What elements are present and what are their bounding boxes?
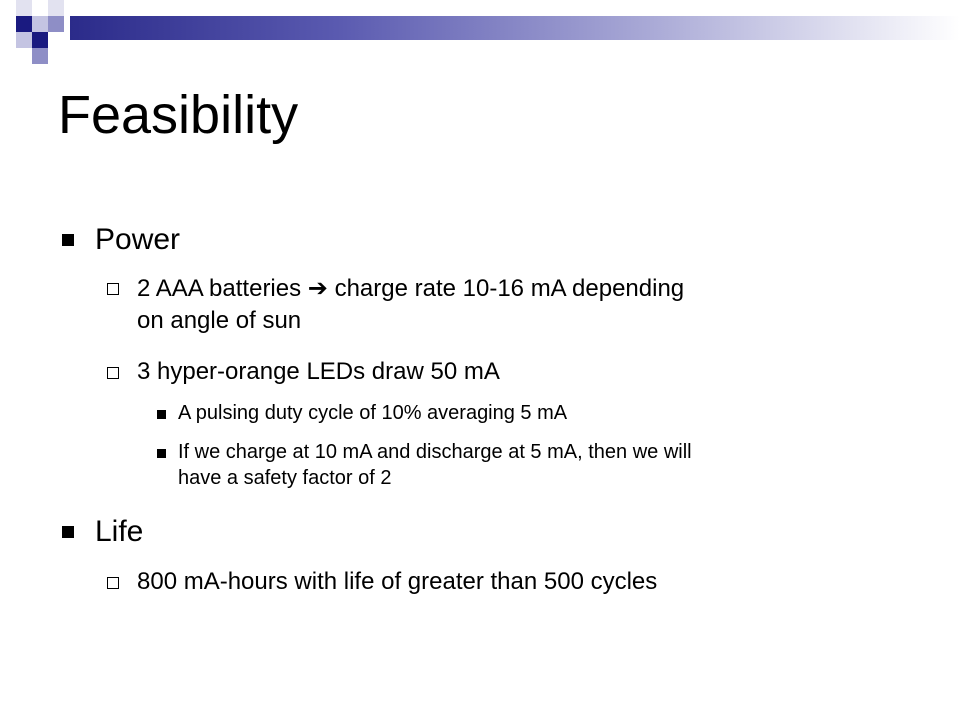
batteries-text-a: 2 AAA batteries <box>137 275 302 302</box>
bullet-life-label: Life <box>95 515 144 548</box>
charge-text-a: If we charge at 10 mA and discharge at 5 mA, then we will <box>178 441 692 463</box>
bullet-charge-label <box>178 439 918 491</box>
bullet-leds-label: 3 hyper-orange LEDs draw 50 mA <box>137 358 500 385</box>
square-bullet-icon <box>157 449 166 458</box>
hollow-square-bullet-icon <box>107 283 119 295</box>
batteries-text-b: charge rate 10-16 mA depending <box>334 275 685 302</box>
bullet-power-label: Power <box>95 223 181 256</box>
bullet-hours-label: 800 mA-hours with life of greater than 500 cycles <box>137 568 658 595</box>
square-bullet-icon <box>62 234 74 246</box>
batteries-text-c: on angle of sun <box>137 307 302 334</box>
hollow-square-bullet-icon <box>107 577 119 589</box>
square-bullet-icon <box>62 526 74 538</box>
bullet-duty-label: A pulsing duty cycle of 10% averaging 5 mA <box>178 402 568 424</box>
right-arrow-icon: ➔ <box>307 274 328 302</box>
bullet-batteries-label <box>137 272 917 337</box>
square-bullet-icon <box>157 410 166 419</box>
slide-title: Feasibility <box>58 85 299 145</box>
hollow-square-bullet-icon <box>107 367 119 379</box>
charge-text-b: have a safety factor of 2 <box>178 467 392 489</box>
